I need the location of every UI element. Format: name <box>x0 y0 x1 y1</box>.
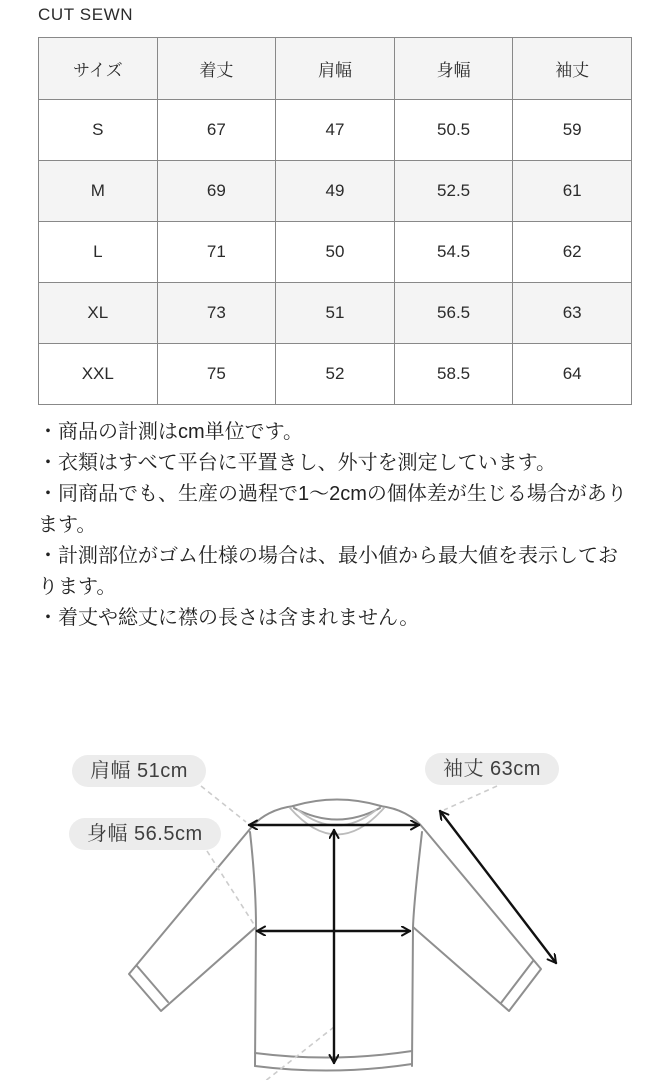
page-title: CUT SEWN <box>38 5 134 24</box>
cell-value: 75 <box>157 344 276 405</box>
cell-value: 56.5 <box>394 283 513 344</box>
note-line: ります。 <box>38 576 117 598</box>
note-line: ・商品の計測はcm単位です。 <box>38 421 304 443</box>
left-armhole-line <box>250 832 256 927</box>
cell-value: 61 <box>513 161 632 222</box>
cell-value: 67 <box>157 100 276 161</box>
column-header-body-length: 着丈 <box>157 38 276 100</box>
note-line: ・計測部位がゴム仕様の場合は、最小値から最大値を表示してお <box>38 545 618 567</box>
body-width-measurement-label: 身幅 56.5cm <box>69 818 221 850</box>
cell-size: M <box>39 161 158 222</box>
cell-value: 69 <box>157 161 276 222</box>
body-length-label-connector <box>264 1027 334 1080</box>
hem-band-bottom-line <box>255 1064 412 1071</box>
right-cuff-band-line <box>501 961 533 1003</box>
note-line: ます。 <box>38 514 97 536</box>
cell-value: 52.5 <box>394 161 513 222</box>
cell-value: 50 <box>276 222 395 283</box>
cell-value: 71 <box>157 222 276 283</box>
note-line: ・着丈や総丈に襟の長さは含まれません。 <box>38 607 420 629</box>
measurement-arrows <box>249 811 556 1063</box>
table-row-xxl <box>39 344 632 405</box>
collar-top-line <box>293 800 381 807</box>
right-sleeve-and-body-outline <box>380 806 541 1066</box>
cell-value: 50.5 <box>394 100 513 161</box>
shoulder-width-measurement-label: 肩幅 51cm <box>72 755 206 787</box>
table-row-s <box>39 100 632 161</box>
cell-value: 64 <box>513 344 632 405</box>
left-sleeve-and-body-outline <box>129 806 294 1066</box>
collar-band-line <box>294 808 380 820</box>
label-connector-lines <box>201 786 497 1080</box>
body-width-label-connector <box>207 851 255 926</box>
column-header-size: サイズ <box>39 38 158 100</box>
measurement-notes <box>38 417 638 634</box>
sleeve-length-arrow <box>440 811 556 963</box>
column-header-shoulder-width: 肩幅 <box>276 38 395 100</box>
table-row-m <box>39 161 632 222</box>
cell-value: 62 <box>513 222 632 283</box>
cell-value: 49 <box>276 161 395 222</box>
shoulder-label-connector <box>201 786 246 822</box>
size-chart-header-row <box>39 38 632 100</box>
garment-measurement-diagram <box>0 740 670 1080</box>
left-cuff-band-line <box>137 966 168 1002</box>
cell-value: 63 <box>513 283 632 344</box>
cell-value: 52 <box>276 344 395 405</box>
column-header-body-width: 身幅 <box>394 38 513 100</box>
cell-size: XXL <box>39 344 158 405</box>
note-line: ・衣類はすべて平台に平置きし、外寸を測定しています。 <box>38 452 556 474</box>
cell-size: L <box>39 222 158 283</box>
cell-value: 59 <box>513 100 632 161</box>
collar-inner-rib-line <box>298 810 376 826</box>
cell-size: XL <box>39 283 158 344</box>
cell-value: 51 <box>276 283 395 344</box>
right-armhole-line <box>413 832 422 927</box>
column-header-sleeve-length: 袖丈 <box>513 38 632 100</box>
size-chart-table <box>38 37 632 405</box>
note-line: ・同商品でも、生産の過程で1〜2cmの個体差が生じる場合があり <box>38 483 627 505</box>
sleeve-length-measurement-label: 袖丈 63cm <box>425 753 559 785</box>
cell-size: S <box>39 100 158 161</box>
cell-value: 58.5 <box>394 344 513 405</box>
cell-value: 73 <box>157 283 276 344</box>
cell-value: 54.5 <box>394 222 513 283</box>
sleeve-label-connector <box>444 786 497 810</box>
cell-value: 47 <box>276 100 395 161</box>
table-row-l <box>39 222 632 283</box>
table-row-xl <box>39 283 632 344</box>
